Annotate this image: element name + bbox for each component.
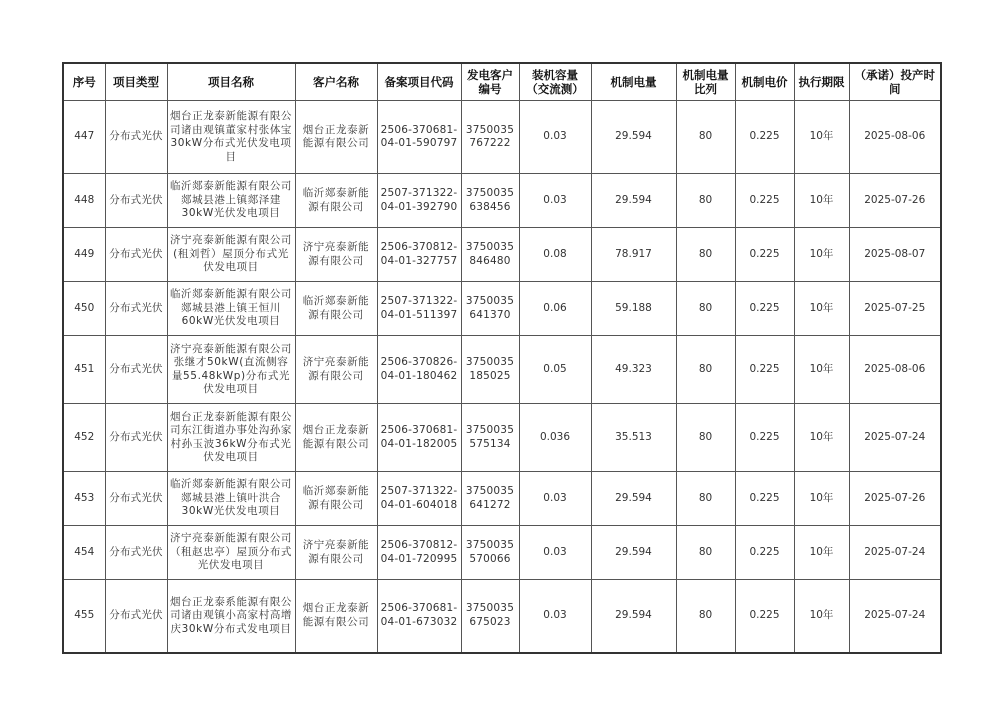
cell-ratio: 80 — [676, 282, 735, 336]
cell-term: 10年 — [794, 472, 849, 526]
header-term: 执行期限 — [794, 63, 849, 101]
cell-date: 2025-07-24 — [849, 526, 941, 580]
cell-term: 10年 — [794, 101, 849, 174]
cell-seq: 454 — [63, 526, 105, 580]
cell-type: 分布式光伏 — [105, 282, 167, 336]
cell-customer: 济宁亮泰新能源有限公司 — [295, 336, 377, 404]
table-header-row — [63, 63, 941, 101]
cell-type: 分布式光伏 — [105, 526, 167, 580]
cell-customer: 临沂郯泰新能源有限公司 — [295, 282, 377, 336]
cell-date: 2025-07-24 — [849, 580, 941, 653]
cell-customer-no: 3750035641370 — [461, 282, 519, 336]
cell-seq: 451 — [63, 336, 105, 404]
cell-capacity: 0.08 — [519, 228, 591, 282]
cell-type: 分布式光伏 — [105, 228, 167, 282]
header-capacity: 装机容量（交流测） — [519, 63, 591, 101]
header-seq: 序号 — [63, 63, 105, 101]
cell-date: 2025-07-26 — [849, 174, 941, 228]
cell-type: 分布式光伏 — [105, 336, 167, 404]
cell-ratio: 80 — [676, 228, 735, 282]
header-date: （承诺）投产时间 — [849, 63, 941, 101]
cell-energy: 78.917 — [591, 228, 676, 282]
cell-date: 2025-08-06 — [849, 101, 941, 174]
cell-customer: 烟台正龙泰新能源有限公司 — [295, 404, 377, 472]
cell-term: 10年 — [794, 228, 849, 282]
cell-capacity: 0.03 — [519, 580, 591, 653]
cell-energy: 59.188 — [591, 282, 676, 336]
cell-name: 临沂郯泰新能源有限公司郯城县港上镇叶洪合30kW光伏发电项目 — [167, 472, 295, 526]
cell-customer-no: 3750035185025 — [461, 336, 519, 404]
cell-customer-no: 3750035767222 — [461, 101, 519, 174]
cell-term: 10年 — [794, 174, 849, 228]
cell-code: 2507-371322-04-01-511397 — [377, 282, 461, 336]
cell-code: 2507-371322-04-01-392790 — [377, 174, 461, 228]
header-energy: 机制电量 — [591, 63, 676, 101]
cell-customer-no: 3750035575134 — [461, 404, 519, 472]
table-row — [63, 228, 941, 282]
cell-seq: 453 — [63, 472, 105, 526]
cell-energy: 29.594 — [591, 101, 676, 174]
cell-customer-no: 3750035675023 — [461, 580, 519, 653]
cell-energy: 29.594 — [591, 472, 676, 526]
table-row — [63, 101, 941, 174]
cell-ratio: 80 — [676, 336, 735, 404]
cell-type: 分布式光伏 — [105, 580, 167, 653]
cell-name: 烟台正龙泰系能源有限公司诸由观镇小高家村高增庆30kW分布式发电项目 — [167, 580, 295, 653]
cell-type: 分布式光伏 — [105, 101, 167, 174]
cell-capacity: 0.06 — [519, 282, 591, 336]
cell-type: 分布式光伏 — [105, 174, 167, 228]
cell-code: 2506-370812-04-01-720995 — [377, 526, 461, 580]
cell-date: 2025-07-24 — [849, 404, 941, 472]
cell-ratio: 80 — [676, 526, 735, 580]
cell-name: 济宁亮泰新能源有限公司张继才50kW(直流侧容量55.48kWp)分布式光伏发电项目 — [167, 336, 295, 404]
table-row — [63, 282, 941, 336]
cell-price: 0.225 — [735, 174, 794, 228]
project-table — [62, 62, 942, 654]
header-type: 项目类型 — [105, 63, 167, 101]
cell-ratio: 80 — [676, 174, 735, 228]
cell-name: 临沂郯泰新能源有限公司郯城县港上镇王恒川60kW光伏发电项目 — [167, 282, 295, 336]
cell-price: 0.225 — [735, 282, 794, 336]
cell-price: 0.225 — [735, 472, 794, 526]
cell-ratio: 80 — [676, 101, 735, 174]
cell-term: 10年 — [794, 404, 849, 472]
cell-name: 烟台正龙泰新能源有限公司诸由观镇董家村张体宝30kW分布式光伏发电项目 — [167, 101, 295, 174]
cell-code: 2506-370681-04-01-673032 — [377, 580, 461, 653]
cell-seq: 452 — [63, 404, 105, 472]
cell-term: 10年 — [794, 282, 849, 336]
cell-customer-no: 3750035641272 — [461, 472, 519, 526]
cell-seq: 450 — [63, 282, 105, 336]
cell-ratio: 80 — [676, 580, 735, 653]
cell-capacity: 0.03 — [519, 101, 591, 174]
table-body — [63, 101, 941, 653]
cell-customer: 临沂郯泰新能源有限公司 — [295, 472, 377, 526]
cell-date: 2025-07-26 — [849, 472, 941, 526]
table-row — [63, 580, 941, 653]
cell-energy: 29.594 — [591, 526, 676, 580]
cell-name: 临沂郯泰新能源有限公司郯城县港上镇郯泽建30kW光伏发电项目 — [167, 174, 295, 228]
cell-customer: 烟台正龙泰新能源有限公司 — [295, 101, 377, 174]
cell-seq: 455 — [63, 580, 105, 653]
cell-customer-no: 3750035846480 — [461, 228, 519, 282]
header-customer: 客户名称 — [295, 63, 377, 101]
cell-date: 2025-08-06 — [849, 336, 941, 404]
cell-code: 2506-370826-04-01-180462 — [377, 336, 461, 404]
table-row — [63, 174, 941, 228]
table-row — [63, 336, 941, 404]
cell-capacity: 0.036 — [519, 404, 591, 472]
header-code: 备案项目代码 — [377, 63, 461, 101]
cell-type: 分布式光伏 — [105, 472, 167, 526]
cell-energy: 29.594 — [591, 580, 676, 653]
cell-customer-no: 3750035570066 — [461, 526, 519, 580]
cell-price: 0.225 — [735, 404, 794, 472]
cell-customer: 烟台正龙泰新能源有限公司 — [295, 580, 377, 653]
cell-customer: 济宁亮泰新能源有限公司 — [295, 526, 377, 580]
cell-customer: 临沂郯泰新能源有限公司 — [295, 174, 377, 228]
cell-price: 0.225 — [735, 336, 794, 404]
cell-date: 2025-07-25 — [849, 282, 941, 336]
cell-customer: 济宁亮泰新能源有限公司 — [295, 228, 377, 282]
header-name: 项目名称 — [167, 63, 295, 101]
cell-price: 0.225 — [735, 580, 794, 653]
cell-term: 10年 — [794, 580, 849, 653]
table-row — [63, 472, 941, 526]
cell-ratio: 80 — [676, 472, 735, 526]
cell-name: 济宁亮泰新能源有限公司(租刘哲）屋顶分布式光伏发电项目 — [167, 228, 295, 282]
cell-capacity: 0.03 — [519, 472, 591, 526]
cell-seq: 448 — [63, 174, 105, 228]
cell-energy: 49.323 — [591, 336, 676, 404]
cell-capacity: 0.03 — [519, 174, 591, 228]
cell-term: 10年 — [794, 336, 849, 404]
cell-ratio: 80 — [676, 404, 735, 472]
table-row — [63, 526, 941, 580]
cell-date: 2025-08-07 — [849, 228, 941, 282]
cell-name: 济宁亮泰新能源有限公司（租赵忠亭）屋顶分布式光伏发电项目 — [167, 526, 295, 580]
table-row — [63, 404, 941, 472]
cell-code: 2506-370681-04-01-182005 — [377, 404, 461, 472]
header-price: 机制电价 — [735, 63, 794, 101]
cell-code: 2506-370681-04-01-590797 — [377, 101, 461, 174]
cell-type: 分布式光伏 — [105, 404, 167, 472]
cell-price: 0.225 — [735, 228, 794, 282]
header-ratio: 机制电量比列 — [676, 63, 735, 101]
cell-seq: 449 — [63, 228, 105, 282]
cell-code: 2506-370812-04-01-327757 — [377, 228, 461, 282]
header-customer-no: 发电客户编号 — [461, 63, 519, 101]
cell-name: 烟台正龙泰新能源有限公司东江街道办事处沟孙家村孙玉波36kW分布式光伏发电项目 — [167, 404, 295, 472]
cell-capacity: 0.03 — [519, 526, 591, 580]
cell-energy: 29.594 — [591, 174, 676, 228]
cell-code: 2507-371322-04-01-604018 — [377, 472, 461, 526]
cell-price: 0.225 — [735, 526, 794, 580]
cell-energy: 35.513 — [591, 404, 676, 472]
cell-seq: 447 — [63, 101, 105, 174]
cell-price: 0.225 — [735, 101, 794, 174]
cell-capacity: 0.05 — [519, 336, 591, 404]
cell-term: 10年 — [794, 526, 849, 580]
cell-customer-no: 3750035638456 — [461, 174, 519, 228]
